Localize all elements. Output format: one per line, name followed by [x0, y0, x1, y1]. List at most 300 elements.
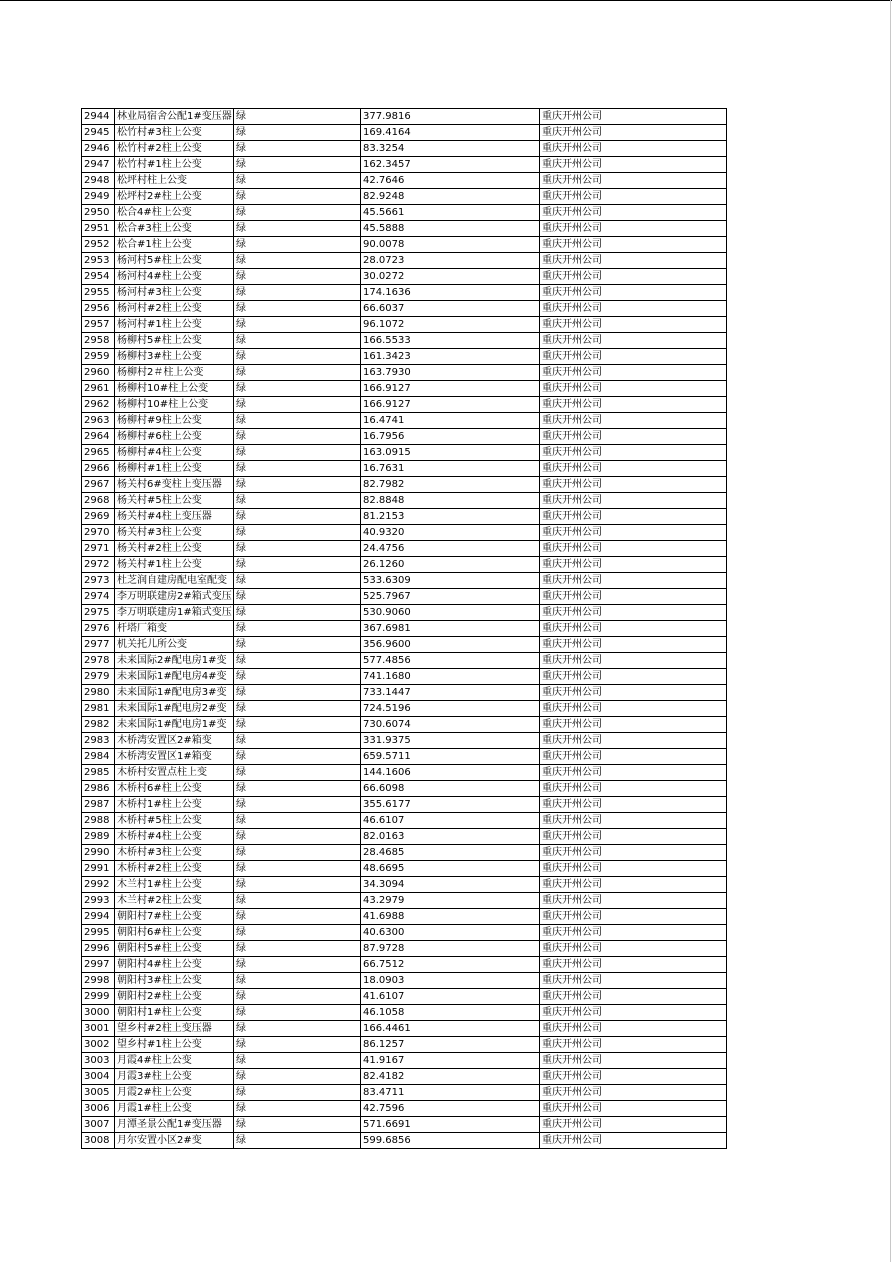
transformer-name-cell: 木桥村安置点柱上变 — [115, 765, 234, 781]
table-row — [82, 717, 727, 733]
status-color-cell: 绿 — [234, 189, 361, 205]
transformer-name-cell: 杨柳村10#柱上公变 — [115, 397, 234, 413]
company-cell: 重庆开州公司 — [540, 541, 727, 557]
transformer-name-cell: 松坪村柱上公变 — [115, 173, 234, 189]
row-id-cell: 2956 — [82, 301, 115, 317]
company-cell: 重庆开州公司 — [540, 525, 727, 541]
company-cell: 重庆开州公司 — [540, 573, 727, 589]
company-cell: 重庆开州公司 — [540, 941, 727, 957]
transformer-name-cell: 未来国际1#配电房4#变 — [115, 669, 234, 685]
transformer-name-cell: 松竹村#3柱上公变 — [115, 125, 234, 141]
transformer-name-cell: 月霞4#柱上公变 — [115, 1053, 234, 1069]
value-cell: 166.9127 — [361, 397, 540, 413]
value-cell: 82.8848 — [361, 493, 540, 509]
row-id-cell: 2974 — [82, 589, 115, 605]
row-id-cell: 2986 — [82, 781, 115, 797]
transformer-name-cell: 月霞3#柱上公变 — [115, 1069, 234, 1085]
transformer-name-cell: 杨柳村#6柱上公变 — [115, 429, 234, 445]
table-row — [82, 1101, 727, 1117]
transformer-name-cell: 李万明联建房2#箱式变压 — [115, 589, 234, 605]
value-cell: 41.6988 — [361, 909, 540, 925]
status-color-cell: 绿 — [234, 333, 361, 349]
row-id-cell: 2994 — [82, 909, 115, 925]
company-cell: 重庆开州公司 — [540, 285, 727, 301]
company-cell: 重庆开州公司 — [540, 621, 727, 637]
table-row — [82, 333, 727, 349]
value-cell: 30.0272 — [361, 269, 540, 285]
value-cell: 161.3423 — [361, 349, 540, 365]
company-cell: 重庆开州公司 — [540, 445, 727, 461]
transformer-name-cell: 望乡村#1柱上公变 — [115, 1037, 234, 1053]
value-cell: 41.6107 — [361, 989, 540, 1005]
company-cell: 重庆开州公司 — [540, 669, 727, 685]
company-cell: 重庆开州公司 — [540, 781, 727, 797]
row-id-cell: 3003 — [82, 1053, 115, 1069]
table-row — [82, 621, 727, 637]
company-cell: 重庆开州公司 — [540, 1133, 727, 1149]
status-color-cell: 绿 — [234, 493, 361, 509]
status-color-cell: 绿 — [234, 797, 361, 813]
company-cell: 重庆开州公司 — [540, 109, 727, 125]
table-row — [82, 205, 727, 221]
table-row — [82, 685, 727, 701]
status-color-cell: 绿 — [234, 765, 361, 781]
value-cell: 166.5533 — [361, 333, 540, 349]
table-row — [82, 989, 727, 1005]
status-color-cell: 绿 — [234, 1085, 361, 1101]
row-id-cell: 2967 — [82, 477, 115, 493]
value-cell: 43.2979 — [361, 893, 540, 909]
table-row — [82, 893, 727, 909]
table-row — [82, 381, 727, 397]
row-id-cell: 2961 — [82, 381, 115, 397]
row-id-cell: 3002 — [82, 1037, 115, 1053]
value-cell: 82.4182 — [361, 1069, 540, 1085]
status-color-cell: 绿 — [234, 157, 361, 173]
row-id-cell: 3001 — [82, 1021, 115, 1037]
company-cell: 重庆开州公司 — [540, 893, 727, 909]
value-cell: 48.6695 — [361, 861, 540, 877]
table-row — [82, 877, 727, 893]
company-cell: 重庆开州公司 — [540, 829, 727, 845]
company-cell: 重庆开州公司 — [540, 909, 727, 925]
status-color-cell: 绿 — [234, 941, 361, 957]
table-row — [82, 701, 727, 717]
value-cell: 599.6856 — [361, 1133, 540, 1149]
transformer-name-cell: 月霞2#柱上公变 — [115, 1085, 234, 1101]
status-color-cell: 绿 — [234, 1005, 361, 1021]
value-cell: 66.7512 — [361, 957, 540, 973]
row-id-cell: 2991 — [82, 861, 115, 877]
status-color-cell: 绿 — [234, 413, 361, 429]
status-color-cell: 绿 — [234, 141, 361, 157]
table-row — [82, 477, 727, 493]
company-cell: 重庆开州公司 — [540, 1117, 727, 1133]
row-id-cell: 2972 — [82, 557, 115, 573]
table-row — [82, 445, 727, 461]
table-row — [82, 365, 727, 381]
company-cell: 重庆开州公司 — [540, 1053, 727, 1069]
transformer-name-cell: 杨河村4#柱上公变 — [115, 269, 234, 285]
transformer-name-cell: 松竹村#2柱上公变 — [115, 141, 234, 157]
transformer-name-cell: 月潭圣景公配1#变压器 — [115, 1117, 234, 1133]
company-cell: 重庆开州公司 — [540, 861, 727, 877]
value-cell: 730.6074 — [361, 717, 540, 733]
status-color-cell: 绿 — [234, 669, 361, 685]
company-cell: 重庆开州公司 — [540, 173, 727, 189]
table-row — [82, 1133, 727, 1149]
status-color-cell: 绿 — [234, 237, 361, 253]
value-cell: 83.3254 — [361, 141, 540, 157]
status-color-cell: 绿 — [234, 525, 361, 541]
row-id-cell: 2999 — [82, 989, 115, 1005]
table-row — [82, 653, 727, 669]
value-cell: 144.1606 — [361, 765, 540, 781]
table-row — [82, 957, 727, 973]
row-id-cell: 2946 — [82, 141, 115, 157]
table-row — [82, 509, 727, 525]
transformer-name-cell: 杨关村#5柱上公变 — [115, 493, 234, 509]
table-row — [82, 141, 727, 157]
value-cell: 96.1072 — [361, 317, 540, 333]
table-row — [82, 749, 727, 765]
row-id-cell: 2949 — [82, 189, 115, 205]
table-row — [82, 109, 727, 125]
value-cell: 34.3094 — [361, 877, 540, 893]
table-row — [82, 1117, 727, 1133]
table-row — [82, 573, 727, 589]
value-cell: 166.4461 — [361, 1021, 540, 1037]
table-row — [82, 221, 727, 237]
transformer-name-cell: 杨柳村#4柱上公变 — [115, 445, 234, 461]
status-color-cell: 绿 — [234, 109, 361, 125]
status-color-cell: 绿 — [234, 205, 361, 221]
value-cell: 377.9816 — [361, 109, 540, 125]
transformer-name-cell: 木桥村#2柱上公变 — [115, 861, 234, 877]
status-color-cell: 绿 — [234, 221, 361, 237]
row-id-cell: 2959 — [82, 349, 115, 365]
status-color-cell: 绿 — [234, 1053, 361, 1069]
row-id-cell: 2987 — [82, 797, 115, 813]
table-row — [82, 797, 727, 813]
status-color-cell: 绿 — [234, 605, 361, 621]
company-cell: 重庆开州公司 — [540, 493, 727, 509]
value-cell: 40.9320 — [361, 525, 540, 541]
company-cell: 重庆开州公司 — [540, 221, 727, 237]
value-cell: 331.9375 — [361, 733, 540, 749]
value-cell: 66.6098 — [361, 781, 540, 797]
transformer-name-cell: 杨柳村#9柱上公变 — [115, 413, 234, 429]
status-color-cell: 绿 — [234, 989, 361, 1005]
status-color-cell: 绿 — [234, 861, 361, 877]
company-cell: 重庆开州公司 — [540, 813, 727, 829]
row-id-cell: 2954 — [82, 269, 115, 285]
status-color-cell: 绿 — [234, 173, 361, 189]
value-cell: 82.7982 — [361, 477, 540, 493]
value-cell: 81.2153 — [361, 509, 540, 525]
company-cell: 重庆开州公司 — [540, 1021, 727, 1037]
transformer-name-cell: 朝阳村5#柱上公变 — [115, 941, 234, 957]
page-top-border — [0, 0, 892, 1]
transformer-name-cell: 林业局宿舍公配1#变压器 — [115, 109, 234, 125]
status-color-cell: 绿 — [234, 445, 361, 461]
table-row — [82, 1069, 727, 1085]
status-color-cell: 绿 — [234, 877, 361, 893]
row-id-cell: 2958 — [82, 333, 115, 349]
value-cell: 82.0163 — [361, 829, 540, 845]
status-color-cell: 绿 — [234, 781, 361, 797]
table-row — [82, 765, 727, 781]
value-cell: 46.6107 — [361, 813, 540, 829]
status-color-cell: 绿 — [234, 1037, 361, 1053]
row-id-cell: 2945 — [82, 125, 115, 141]
status-color-cell: 绿 — [234, 365, 361, 381]
value-cell: 741.1680 — [361, 669, 540, 685]
row-id-cell: 2960 — [82, 365, 115, 381]
row-id-cell: 2983 — [82, 733, 115, 749]
status-color-cell: 绿 — [234, 509, 361, 525]
company-cell: 重庆开州公司 — [540, 797, 727, 813]
table-row — [82, 1053, 727, 1069]
table-row — [82, 605, 727, 621]
company-cell: 重庆开州公司 — [540, 269, 727, 285]
row-id-cell: 2975 — [82, 605, 115, 621]
row-id-cell: 2957 — [82, 317, 115, 333]
transformer-name-cell: 木桥村#4柱上公变 — [115, 829, 234, 845]
table-row — [82, 845, 727, 861]
row-id-cell: 2989 — [82, 829, 115, 845]
transformer-name-cell: 杨柳村#1柱上公变 — [115, 461, 234, 477]
transformer-name-cell: 杨河村#2柱上公变 — [115, 301, 234, 317]
row-id-cell: 2973 — [82, 573, 115, 589]
company-cell: 重庆开州公司 — [540, 877, 727, 893]
table-row — [82, 461, 727, 477]
row-id-cell: 2944 — [82, 109, 115, 125]
page-right-edge — [890, 0, 891, 1262]
row-id-cell: 2970 — [82, 525, 115, 541]
table-row — [82, 733, 727, 749]
row-id-cell: 2965 — [82, 445, 115, 461]
transformer-name-cell: 杜芝润自建房配电室配变 — [115, 573, 234, 589]
company-cell: 重庆开州公司 — [540, 461, 727, 477]
status-color-cell: 绿 — [234, 1133, 361, 1149]
transformer-name-cell: 松合#3柱上公变 — [115, 221, 234, 237]
transformer-name-cell: 未来国际2#配电房1#变 — [115, 653, 234, 669]
table-row — [82, 269, 727, 285]
row-id-cell: 3006 — [82, 1101, 115, 1117]
row-id-cell: 2953 — [82, 253, 115, 269]
transformer-table — [81, 108, 727, 1149]
transformer-name-cell: 木桥村1#柱上公变 — [115, 797, 234, 813]
company-cell: 重庆开州公司 — [540, 1069, 727, 1085]
row-id-cell: 2979 — [82, 669, 115, 685]
company-cell: 重庆开州公司 — [540, 253, 727, 269]
status-color-cell: 绿 — [234, 269, 361, 285]
table-row — [82, 285, 727, 301]
status-color-cell: 绿 — [234, 541, 361, 557]
row-id-cell: 2998 — [82, 973, 115, 989]
table-row — [82, 973, 727, 989]
transformer-name-cell: 朝阳村6#柱上公变 — [115, 925, 234, 941]
status-color-cell: 绿 — [234, 749, 361, 765]
status-color-cell: 绿 — [234, 1117, 361, 1133]
status-color-cell: 绿 — [234, 909, 361, 925]
value-cell: 28.4685 — [361, 845, 540, 861]
table-row — [82, 1005, 727, 1021]
value-cell: 42.7646 — [361, 173, 540, 189]
status-color-cell: 绿 — [234, 653, 361, 669]
status-color-cell: 绿 — [234, 429, 361, 445]
table-row — [82, 813, 727, 829]
transformer-name-cell: 杆塔厂箱变 — [115, 621, 234, 637]
transformer-name-cell: 杨柳村10#柱上公变 — [115, 381, 234, 397]
company-cell: 重庆开州公司 — [540, 125, 727, 141]
status-color-cell: 绿 — [234, 957, 361, 973]
status-color-cell: 绿 — [234, 557, 361, 573]
row-id-cell: 2966 — [82, 461, 115, 477]
value-cell: 40.6300 — [361, 925, 540, 941]
transformer-name-cell: 杨关村6#变柱上变压器 — [115, 477, 234, 493]
company-cell: 重庆开州公司 — [540, 141, 727, 157]
row-id-cell: 2993 — [82, 893, 115, 909]
row-id-cell: 2982 — [82, 717, 115, 733]
transformer-name-cell: 朝阳村3#柱上公变 — [115, 973, 234, 989]
company-cell: 重庆开州公司 — [540, 701, 727, 717]
company-cell: 重庆开州公司 — [540, 1085, 727, 1101]
value-cell: 733.1447 — [361, 685, 540, 701]
status-color-cell: 绿 — [234, 125, 361, 141]
transformer-name-cell: 木兰村#2柱上公变 — [115, 893, 234, 909]
status-color-cell: 绿 — [234, 397, 361, 413]
status-color-cell: 绿 — [234, 1021, 361, 1037]
table-row — [82, 397, 727, 413]
row-id-cell: 2976 — [82, 621, 115, 637]
value-cell: 42.7596 — [361, 1101, 540, 1117]
table-row — [82, 1021, 727, 1037]
row-id-cell: 2997 — [82, 957, 115, 973]
company-cell: 重庆开州公司 — [540, 349, 727, 365]
table-row — [82, 493, 727, 509]
company-cell: 重庆开州公司 — [540, 205, 727, 221]
company-cell: 重庆开州公司 — [540, 477, 727, 493]
row-id-cell: 2955 — [82, 285, 115, 301]
company-cell: 重庆开州公司 — [540, 1005, 727, 1021]
table-row — [82, 589, 727, 605]
status-color-cell: 绿 — [234, 317, 361, 333]
company-cell: 重庆开州公司 — [540, 685, 727, 701]
company-cell: 重庆开州公司 — [540, 189, 727, 205]
table-row — [82, 669, 727, 685]
transformer-name-cell: 朝阳村4#柱上公变 — [115, 957, 234, 973]
transformer-name-cell: 朝阳村1#柱上公变 — [115, 1005, 234, 1021]
company-cell: 重庆开州公司 — [540, 1037, 727, 1053]
table-row — [82, 1037, 727, 1053]
table-row — [82, 429, 727, 445]
company-cell: 重庆开州公司 — [540, 717, 727, 733]
row-id-cell: 2995 — [82, 925, 115, 941]
transformer-name-cell: 未来国际1#配电房1#变 — [115, 717, 234, 733]
value-cell: 16.4741 — [361, 413, 540, 429]
table-row — [82, 349, 727, 365]
status-color-cell: 绿 — [234, 973, 361, 989]
value-cell: 525.7967 — [361, 589, 540, 605]
table-row — [82, 861, 727, 877]
value-cell: 162.3457 — [361, 157, 540, 173]
transformer-name-cell: 松竹村#1柱上公变 — [115, 157, 234, 173]
transformer-name-cell: 李万明联建房1#箱式变压 — [115, 605, 234, 621]
status-color-cell: 绿 — [234, 573, 361, 589]
table-row — [82, 413, 727, 429]
row-id-cell: 3005 — [82, 1085, 115, 1101]
company-cell: 重庆开州公司 — [540, 557, 727, 573]
transformer-name-cell: 杨河村#1柱上公变 — [115, 317, 234, 333]
company-cell: 重庆开州公司 — [540, 845, 727, 861]
transformer-name-cell: 杨柳村3#柱上公变 — [115, 349, 234, 365]
table-row — [82, 925, 727, 941]
value-cell: 367.6981 — [361, 621, 540, 637]
table-row — [82, 525, 727, 541]
status-color-cell: 绿 — [234, 637, 361, 653]
status-color-cell: 绿 — [234, 589, 361, 605]
transformer-name-cell: 月尔安置小区2#变 — [115, 1133, 234, 1149]
row-id-cell: 2971 — [82, 541, 115, 557]
row-id-cell: 2996 — [82, 941, 115, 957]
row-id-cell: 2948 — [82, 173, 115, 189]
value-cell: 659.5711 — [361, 749, 540, 765]
transformer-name-cell: 朝阳村2#柱上公变 — [115, 989, 234, 1005]
status-color-cell: 绿 — [234, 285, 361, 301]
transformer-name-cell: 松合#1柱上公变 — [115, 237, 234, 253]
transformer-name-cell: 杨关村#2柱上公变 — [115, 541, 234, 557]
company-cell: 重庆开州公司 — [540, 637, 727, 653]
table-row — [82, 829, 727, 845]
row-id-cell: 2952 — [82, 237, 115, 253]
transformer-name-cell: 杨河村#3柱上公变 — [115, 285, 234, 301]
value-cell: 45.5661 — [361, 205, 540, 221]
company-cell: 重庆开州公司 — [540, 989, 727, 1005]
transformer-name-cell: 松合4#柱上公变 — [115, 205, 234, 221]
transformer-name-cell: 望乡村#2柱上变压器 — [115, 1021, 234, 1037]
value-cell: 16.7956 — [361, 429, 540, 445]
row-id-cell: 2990 — [82, 845, 115, 861]
company-cell: 重庆开州公司 — [540, 1101, 727, 1117]
table-row — [82, 781, 727, 797]
status-color-cell: 绿 — [234, 813, 361, 829]
value-cell: 571.6691 — [361, 1117, 540, 1133]
value-cell: 166.9127 — [361, 381, 540, 397]
company-cell: 重庆开州公司 — [540, 365, 727, 381]
row-id-cell: 2985 — [82, 765, 115, 781]
transformer-name-cell: 杨柳村5#柱上公变 — [115, 333, 234, 349]
company-cell: 重庆开州公司 — [540, 589, 727, 605]
status-color-cell: 绿 — [234, 893, 361, 909]
company-cell: 重庆开州公司 — [540, 237, 727, 253]
transformer-name-cell: 未来国际1#配电房3#变 — [115, 685, 234, 701]
transformer-name-cell: 木桥湾安置区1#箱变 — [115, 749, 234, 765]
row-id-cell: 2968 — [82, 493, 115, 509]
company-cell: 重庆开州公司 — [540, 333, 727, 349]
value-cell: 66.6037 — [361, 301, 540, 317]
table-row — [82, 637, 727, 653]
value-cell: 355.6177 — [361, 797, 540, 813]
company-cell: 重庆开州公司 — [540, 397, 727, 413]
transformer-name-cell: 机关托儿所公变 — [115, 637, 234, 653]
table-row — [82, 1085, 727, 1101]
row-id-cell: 2964 — [82, 429, 115, 445]
value-cell: 90.0078 — [361, 237, 540, 253]
transformer-name-cell: 杨关村#4柱上变压器 — [115, 509, 234, 525]
transformer-table-body — [82, 109, 727, 1149]
